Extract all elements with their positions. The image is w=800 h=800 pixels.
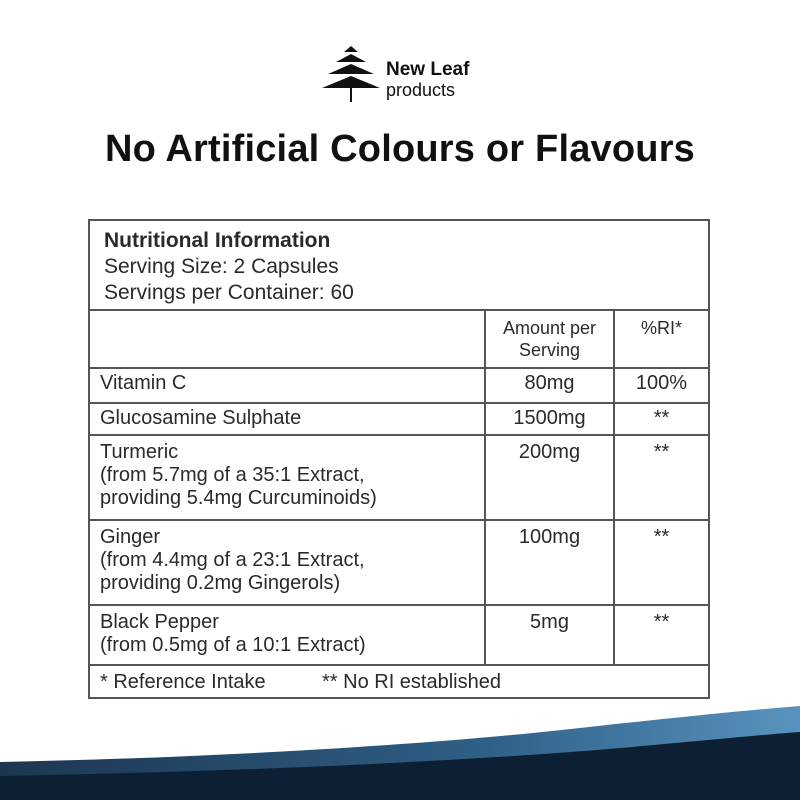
row-divider xyxy=(90,402,708,404)
row-amount-ginger: 100mg xyxy=(518,526,581,548)
row-amount-glucosamine: 1500mg xyxy=(513,407,586,429)
row-amount-black-pepper: 5mg xyxy=(530,611,569,633)
row-divider xyxy=(90,519,708,521)
nutrition-panel xyxy=(88,219,710,699)
row-amount-vitamin-c: 80mg xyxy=(524,372,575,394)
brand-name: New Leaf xyxy=(386,59,470,80)
row-divider xyxy=(90,604,708,606)
footnote-reference-intake: * Reference Intake xyxy=(100,671,266,693)
row-detail: providing 5.4mg Curcuminoids) xyxy=(100,487,377,509)
row-ri-glucosamine: ** xyxy=(653,407,670,429)
row-title: Black Pepper xyxy=(100,611,219,633)
row-ri-vitamin-c: 100% xyxy=(635,372,688,394)
row-name-glucosamine: Glucosamine Sulphate xyxy=(100,407,302,429)
row-ri-ginger: ** xyxy=(653,526,670,548)
serving-size: Serving Size: 2 Capsules xyxy=(104,255,339,278)
page-headline: No Artificial Colours or Flavours xyxy=(104,128,696,170)
row-detail: providing 0.2mg Gingerols) xyxy=(100,572,341,594)
row-detail: (from 0.5mg of a 10:1 Extract) xyxy=(100,634,366,656)
row-ri-turmeric: ** xyxy=(653,441,670,463)
column-ri-header: %RI* xyxy=(640,318,682,338)
panel-title: Nutritional Information xyxy=(104,229,331,252)
footnote-no-ri: ** No RI established xyxy=(322,671,501,693)
divider-rows xyxy=(90,367,708,369)
row-amount-turmeric: 200mg xyxy=(518,441,581,463)
decorative-wave xyxy=(0,700,800,800)
row-divider xyxy=(90,434,708,436)
column-amount-line1: Amount per xyxy=(502,318,597,338)
column-amount-header xyxy=(486,317,613,361)
row-name-black-pepper xyxy=(100,611,366,657)
column-amount-line2: Serving xyxy=(518,340,581,360)
divider-header xyxy=(90,309,708,311)
row-name-turmeric xyxy=(100,441,377,510)
row-name-ginger xyxy=(100,526,365,595)
divider-footer xyxy=(90,664,708,666)
row-detail: (from 5.7mg of a 35:1 Extract, xyxy=(100,464,365,486)
row-name-vitamin-c: Vitamin C xyxy=(100,372,187,394)
brand-subtitle: products xyxy=(386,80,456,100)
row-ri-black-pepper: ** xyxy=(653,611,670,633)
brand-logo xyxy=(320,44,490,106)
leaf-tree-icon xyxy=(320,44,382,106)
row-detail: (from 4.4mg of a 23:1 Extract, xyxy=(100,549,365,571)
row-title: Turmeric xyxy=(100,441,179,463)
row-title: Ginger xyxy=(100,526,161,548)
servings-per-container: Servings per Container: 60 xyxy=(104,281,354,304)
